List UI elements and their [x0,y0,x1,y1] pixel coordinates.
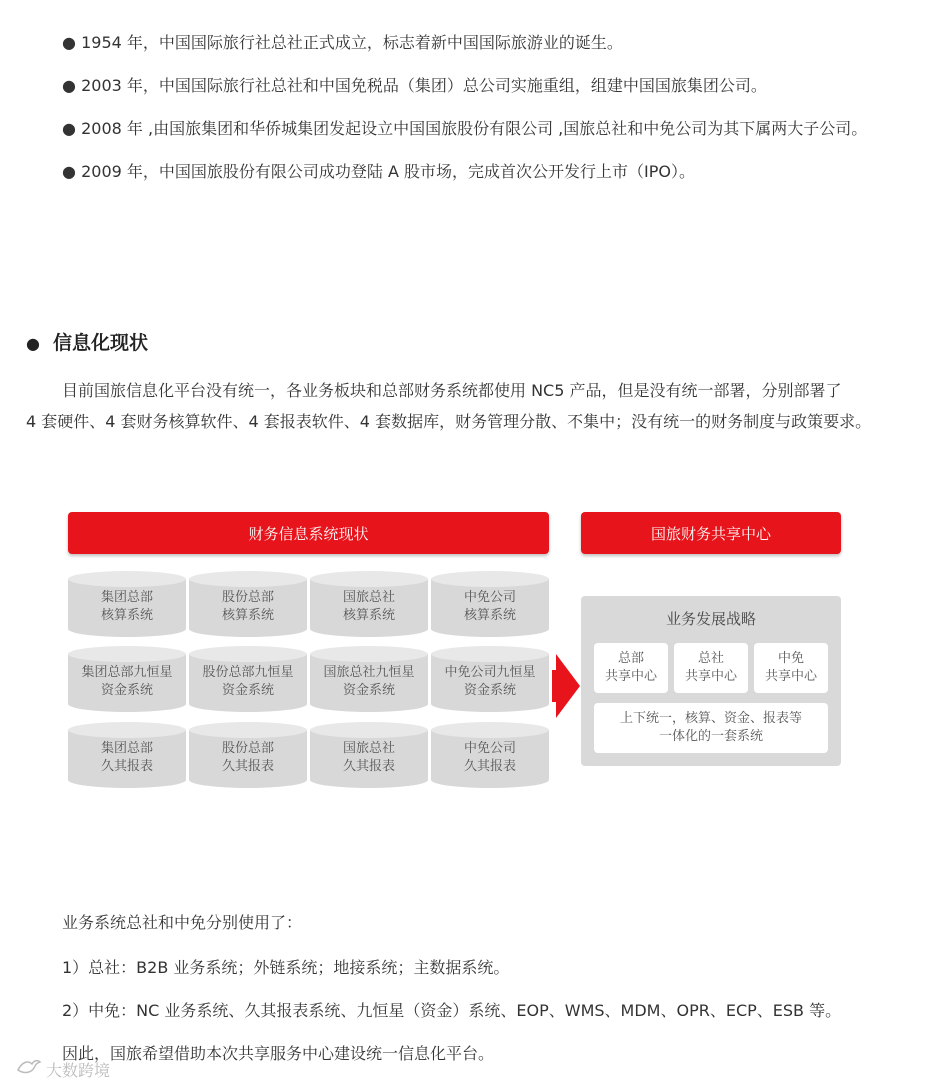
current-systems-banner: 财务信息系统现状 [68,512,549,554]
section-title: 信息化现状 [53,332,149,354]
cylinder-cits-funds: 国旅总社九恒星 资金系统 [310,646,428,712]
systems-intro: 业务系统总社和中免分别使用了： [62,913,303,932]
cylinder-stock-funds: 股份总部九恒星 资金系统 [189,646,307,712]
cylinder-stock-reports: 股份总部 久其报表 [189,722,307,788]
cylinder-cits-accounting: 国旅总社 核算系统 [310,571,428,637]
cylinder-group-reports: 集团总部 久其报表 [68,722,186,788]
history-text: 2003 年，中国国际旅行社总社和中国免税品（集团）总公司实施重组，组建中国国旅集团公司。 [81,76,767,95]
conclusion: 因此，国旅希望借助本次共享服务中心建设统一信息化平台。 [62,1044,495,1063]
cylinder-cits-reports: 国旅总社 久其报表 [310,722,428,788]
section-heading [26,328,148,355]
systems-item-2: 2）中免：NC 业务系统、久其报表系统、九恒星（资金）系统、EOP、WMS、MDM、OPR、ECP、ESB 等。 [62,1001,842,1020]
panel-title: 业务发展战略 [665,610,756,628]
cits-shared-center: 总社 共享中心 [674,643,748,693]
cylinder-stock-accounting: 股份总部 核算系统 [189,571,307,637]
cylinder-cdfg-accounting: 中免公司 核算系统 [431,571,549,637]
bullet-icon: ● [26,334,40,353]
cylinder-cdfg-reports: 中免公司 久其报表 [431,722,549,788]
unified-system-box: 上下统一，核算、资金、报表等 一体化的一套系统 [594,703,828,753]
bird-logo-icon [16,1058,46,1080]
bullet-icon: ● [62,33,76,52]
bullet-icon: ● [62,76,76,95]
history-text: 2008 年 ,由国旅集团和华侨城集团发起设立中国国旅股份有限公司 ,国旅总社和中免公司为其下属两大子公司。 [81,119,868,138]
watermark-text: 大数跨境 [46,1061,111,1080]
section-paragraph-line-1: 目前国旅信息化平台没有统一，各业务板块和总部财务系统都使用 NC5 产品，但是没有统一部署，分别部署了 [62,381,842,400]
cylinder-group-accounting: 集团总部 核算系统 [68,571,186,637]
history-item [62,75,767,97]
history-item [62,161,695,183]
history-text: 2009 年，中国国旅股份有限公司成功登陆 A 股市场，完成首次公开发行上市（IPO）。 [81,162,695,181]
bullet-icon: ● [62,162,76,181]
hq-shared-center: 总部 共享中心 [594,643,668,693]
history-item [62,118,867,140]
systems-item-1: 1）总社：B2B 业务系统；外链系统；地接系统；主数据系统。 [62,958,510,977]
cylinder-cdfg-funds: 中免公司九恒星 资金系统 [431,646,549,712]
watermark [16,1058,110,1081]
strategy-panel [581,596,841,766]
bullet-icon: ● [62,119,76,138]
cylinder-group-funds: 集团总部九恒星 资金系统 [68,646,186,712]
history-text: 1954 年，中国国际旅行社总社正式成立，标志着新中国国际旅游业的诞生。 [81,33,623,52]
history-item [62,32,623,54]
section-paragraph-line-2: 4 套硬件、4 套财务核算软件、4 套报表软件、4 套数据库，财务管理分散、不集中；没有统一的财务制度与政策要求。 [26,412,872,431]
shared-center-banner: 国旅财务共享中心 [581,512,841,554]
cdfg-shared-center: 中免 共享中心 [754,643,828,693]
right-arrow-icon [556,654,580,718]
